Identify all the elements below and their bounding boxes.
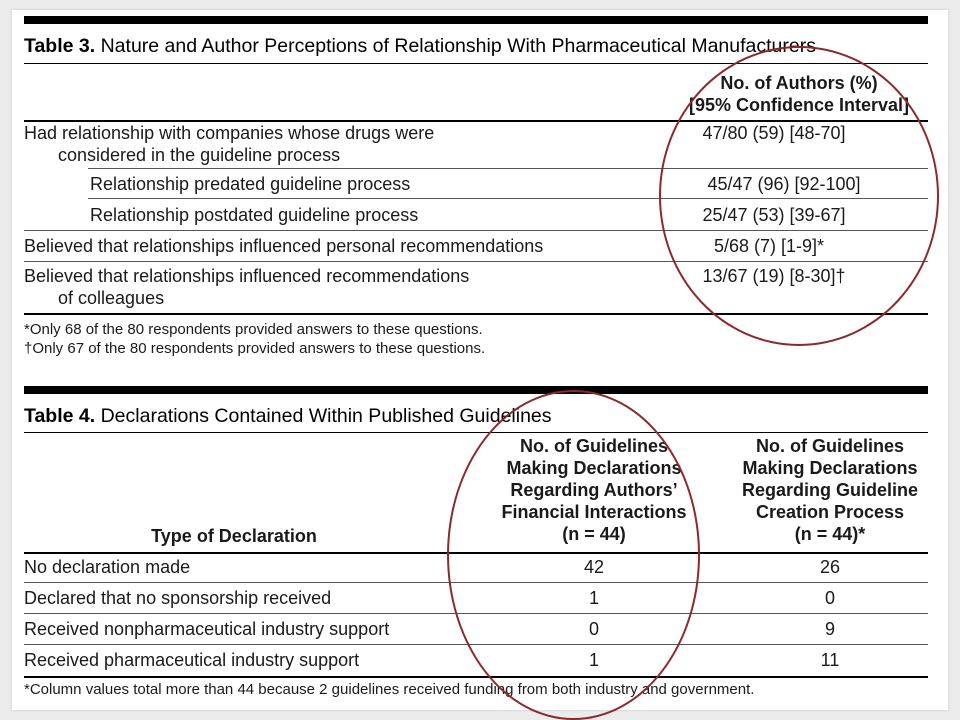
table-3-footnotes <box>24 320 485 358</box>
rule <box>88 168 928 169</box>
table-4 <box>24 380 928 710</box>
rule <box>24 613 928 614</box>
table-4-col2-value: 0 <box>824 588 835 608</box>
col-header-line: No. of Authors (%) <box>720 73 878 93</box>
col-header-line: Financial Interactions <box>501 502 687 522</box>
table-4-col1-value: 1 <box>588 588 599 608</box>
rule <box>24 676 928 678</box>
table-4-row-label: Declared that no sponsorship received <box>24 588 332 608</box>
table-4-number: Table 4. <box>24 405 96 427</box>
table-3-row-label <box>24 265 469 309</box>
row-label-line: considered in the guideline process <box>58 145 341 165</box>
table-3-row-value: 5/68 (7) [1-9]* <box>713 236 825 256</box>
table-4-row-label: No declaration made <box>24 557 191 577</box>
table-3-row-label: Relationship predated guideline process <box>90 174 411 194</box>
rule <box>24 432 928 433</box>
table-4-row-header: Type of Declaration <box>151 526 317 546</box>
col-header-line: No. of Guidelines <box>519 436 668 456</box>
table-4-col1-header <box>474 435 714 545</box>
rule <box>24 644 928 645</box>
col-header-line: [95% Confidence Interval] <box>688 95 910 115</box>
rule <box>24 63 928 64</box>
rule <box>88 198 928 199</box>
table-3-row-value: 47/80 (59) [48-70] <box>702 123 846 143</box>
col-header-line: Regarding Authors’ <box>510 480 678 500</box>
table-3-row-value: 13/67 (19) [8-30]† <box>702 266 846 286</box>
row-label-line: Had relationship with companies whose drugs were <box>24 123 435 143</box>
table-3-row-label: Believed that relationships influenced personal recommendations <box>24 236 544 256</box>
table-4-footnote: *Column values total more than 44 because 2 guidelines received funding from both industry and government. <box>24 681 755 698</box>
table-4-title-text: Declarations Contained Within Published Guidelines <box>100 405 552 427</box>
col-header-line: Creation Process <box>755 502 905 522</box>
table-4-col2-value: 26 <box>819 557 841 577</box>
row-label-line: of colleagues <box>58 288 165 308</box>
col-header-line: Making Declarations <box>506 458 682 478</box>
rule <box>24 230 928 231</box>
table-3-row-value: 25/47 (53) [39-67] <box>702 205 846 225</box>
col-header-line: Making Declarations <box>742 458 918 478</box>
table-3-top-rule <box>24 16 928 24</box>
rule <box>24 313 928 315</box>
table-3-title <box>24 35 816 58</box>
rule <box>24 552 928 554</box>
table-3-row-label <box>24 122 434 166</box>
table-3-col-header <box>664 72 934 116</box>
rule <box>24 261 928 262</box>
slide <box>12 10 948 710</box>
col-header-line: No. of Guidelines <box>755 436 904 456</box>
table-4-col1-value: 0 <box>588 619 599 639</box>
table-4-title <box>24 405 552 428</box>
table-4-col1-value: 42 <box>583 557 605 577</box>
footnote: *Only 68 of the 80 respondents provided answers to these questions. <box>24 321 483 338</box>
table-3-number: Table 3. <box>24 35 96 57</box>
col-header-line: Regarding Guideline <box>741 480 919 500</box>
table-3-title-text: Nature and Author Perceptions of Relationship With Pharmaceutical Manufacturers <box>100 35 816 57</box>
table-4-col2-header <box>720 435 940 545</box>
table-3 <box>24 10 928 370</box>
col-header-line: (n = 44) <box>562 524 626 544</box>
col-header-line: (n = 44)* <box>794 524 866 544</box>
footnote: †Only 67 of the 80 respondents provided answers to these questions. <box>24 340 486 357</box>
table-3-row-value: 45/47 (96) [92-100] <box>707 174 861 194</box>
table-4-col2-value: 11 <box>820 650 840 670</box>
table-4-row-label: Received nonpharmaceutical industry support <box>24 619 390 639</box>
row-label-line: Believed that relationships influenced recommendations <box>24 266 470 286</box>
table-3-row-label: Relationship postdated guideline process <box>90 205 419 225</box>
table-4-row-label: Received pharmaceutical industry support <box>24 650 360 670</box>
table-4-col1-value: 1 <box>588 650 599 670</box>
table-4-top-rule <box>24 386 928 394</box>
table-4-col2-value: 9 <box>824 619 835 639</box>
rule <box>24 582 928 583</box>
